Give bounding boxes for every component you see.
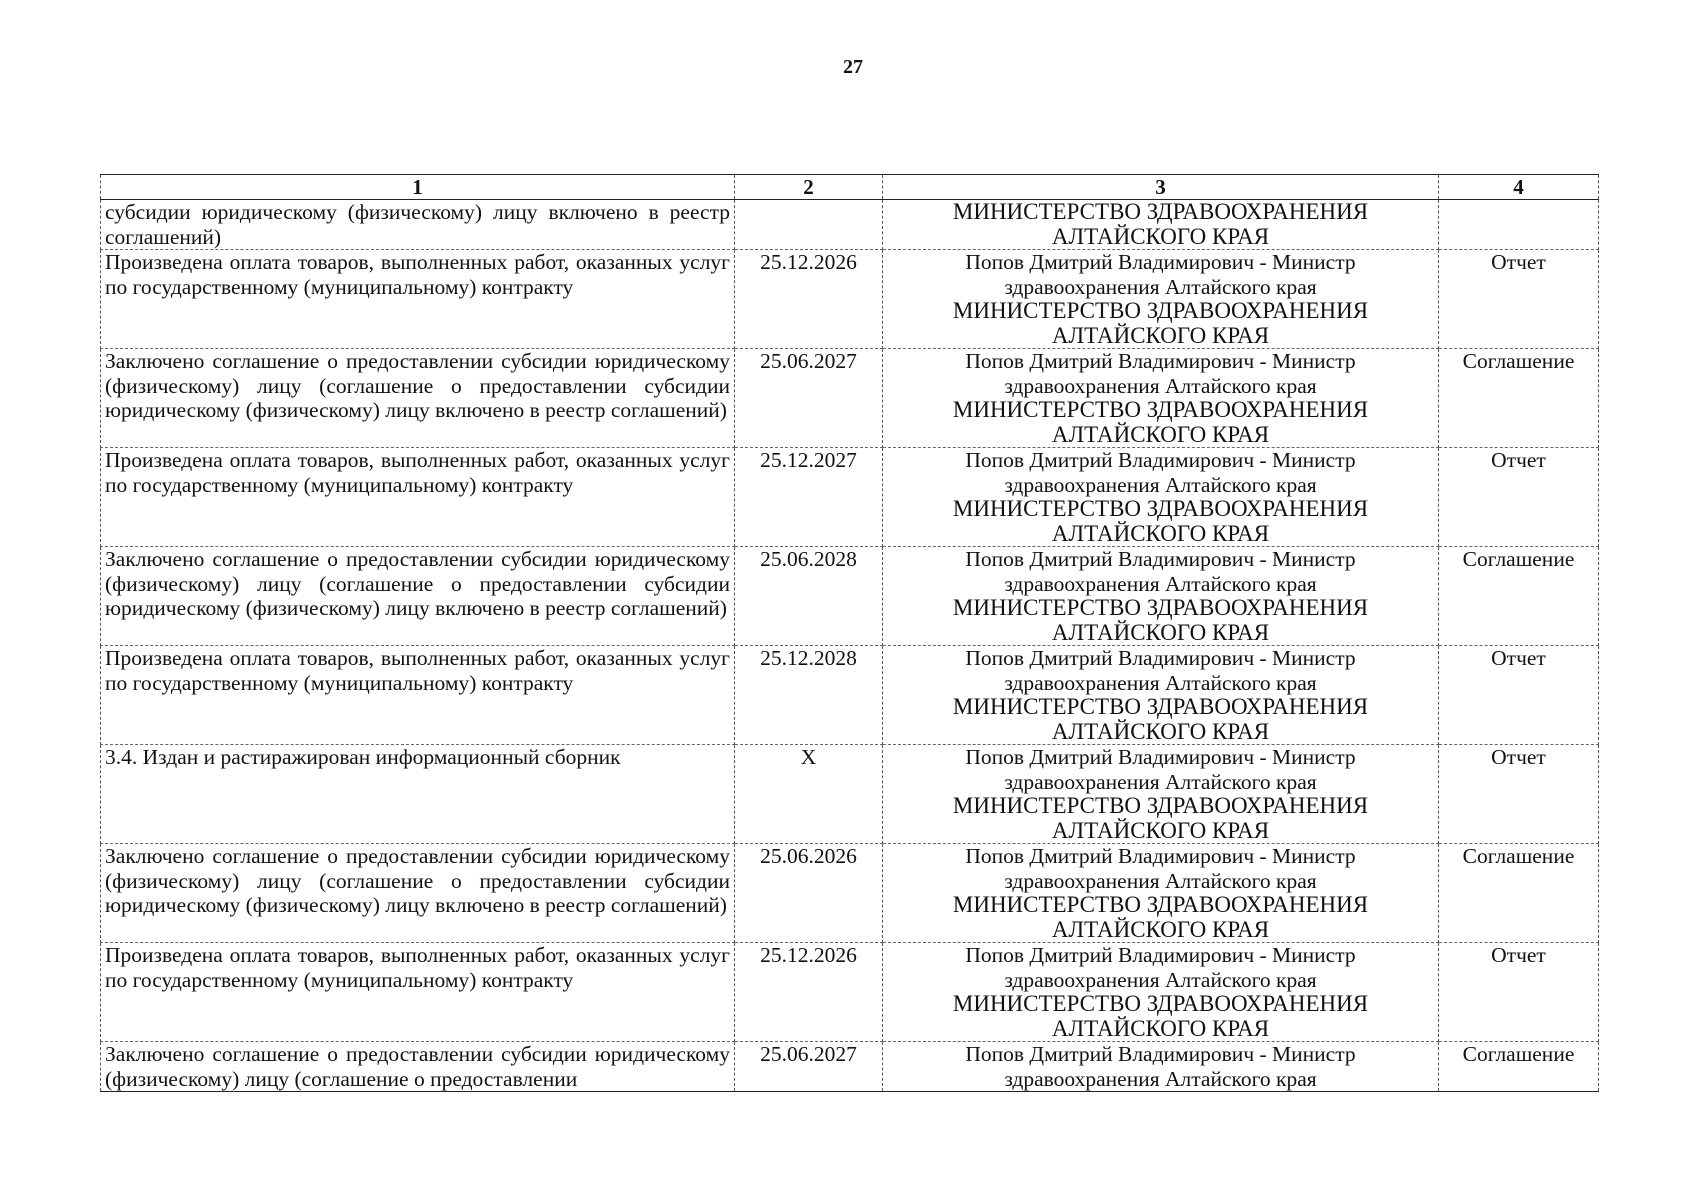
table-row bbox=[101, 646, 1599, 745]
row-description: 3.4. Издан и растиражирован информационный сборник bbox=[101, 745, 735, 844]
table-row bbox=[101, 745, 1599, 844]
row-responsible bbox=[883, 745, 1439, 844]
table-row bbox=[101, 200, 1599, 250]
row-responsible bbox=[883, 200, 1439, 250]
row-date: 25.12.2027 bbox=[735, 448, 883, 547]
responsible-organization: МИНИСТЕРСТВО ЗДРАВООХРАНЕНИЯ АЛТАЙСКОГО КРАЯ bbox=[952, 298, 1369, 348]
row-responsible bbox=[883, 547, 1439, 646]
row-document: Отчет bbox=[1439, 943, 1599, 1042]
row-responsible bbox=[883, 646, 1439, 745]
row-date: 25.12.2026 bbox=[735, 250, 883, 349]
column-header-4: 4 bbox=[1439, 175, 1599, 200]
row-description: субсидии юридическому (физическому) лицу включено в реестр соглашений) bbox=[101, 200, 735, 250]
document-table bbox=[100, 174, 1599, 1092]
responsible-person: Попов Дмитрий Владимирович - Министр здравоохранения Алтайского края bbox=[965, 1042, 1356, 1091]
column-header-2: 2 bbox=[735, 175, 883, 200]
responsible-organization: МИНИСТЕРСТВО ЗДРАВООХРАНЕНИЯ АЛТАЙСКОГО КРАЯ bbox=[952, 892, 1369, 942]
table-row bbox=[101, 943, 1599, 1042]
responsible-person: Попов Дмитрий Владимирович - Министр здравоохранения Алтайского края bbox=[965, 349, 1356, 398]
responsible-person: Попов Дмитрий Владимирович - Министр здравоохранения Алтайского края bbox=[965, 547, 1356, 596]
row-description: Заключено соглашение о предоставлении субсидии юридическому (физическому) лицу (соглашение о предоставлении субсидии юридическому (физическому) лицу включено в реестр соглашений) bbox=[101, 547, 735, 646]
responsible-person: Попов Дмитрий Владимирович - Министр здравоохранения Алтайского края bbox=[965, 646, 1356, 695]
table-row bbox=[101, 448, 1599, 547]
row-document bbox=[1439, 200, 1599, 250]
row-responsible bbox=[883, 844, 1439, 943]
row-responsible bbox=[883, 943, 1439, 1042]
responsible-person: Попов Дмитрий Владимирович - Министр здравоохранения Алтайского края bbox=[965, 745, 1356, 794]
responsible-organization: МИНИСТЕРСТВО ЗДРАВООХРАНЕНИЯ АЛТАЙСКОГО КРАЯ bbox=[952, 199, 1369, 249]
row-date: 25.06.2028 bbox=[735, 547, 883, 646]
responsible-organization: МИНИСТЕРСТВО ЗДРАВООХРАНЕНИЯ АЛТАЙСКОГО КРАЯ bbox=[952, 793, 1369, 843]
column-header-1: 1 bbox=[101, 175, 735, 200]
table-row bbox=[101, 547, 1599, 646]
row-description: Произведена оплата товаров, выполненных работ, оказанных услуг по государственному (муниципальному) контракту bbox=[101, 943, 735, 1042]
row-date: 25.12.2028 bbox=[735, 646, 883, 745]
row-document: Соглашение bbox=[1439, 844, 1599, 943]
responsible-person: Попов Дмитрий Владимирович - Министр здравоохранения Алтайского края bbox=[965, 844, 1356, 893]
row-description: Произведена оплата товаров, выполненных работ, оказанных услуг по государственному (муниципальному) контракту bbox=[101, 448, 735, 547]
responsible-organization: МИНИСТЕРСТВО ЗДРАВООХРАНЕНИЯ АЛТАЙСКОГО КРАЯ bbox=[952, 397, 1369, 447]
row-responsible bbox=[883, 349, 1439, 448]
table-header-row bbox=[101, 175, 1599, 200]
row-date: 25.06.2027 bbox=[735, 1042, 883, 1092]
row-date: 25.12.2026 bbox=[735, 943, 883, 1042]
row-document: Отчет bbox=[1439, 448, 1599, 547]
responsible-person: Попов Дмитрий Владимирович - Министр здравоохранения Алтайского края bbox=[965, 448, 1356, 497]
table-row bbox=[101, 250, 1599, 349]
row-date: 25.06.2027 bbox=[735, 349, 883, 448]
row-description: Произведена оплата товаров, выполненных работ, оказанных услуг по государственному (муниципальному) контракту bbox=[101, 250, 735, 349]
row-document: Соглашение bbox=[1439, 349, 1599, 448]
page-number: 27 bbox=[843, 56, 863, 78]
responsible-organization: МИНИСТЕРСТВО ЗДРАВООХРАНЕНИЯ АЛТАЙСКОГО КРАЯ bbox=[952, 991, 1369, 1041]
responsible-organization: МИНИСТЕРСТВО ЗДРАВООХРАНЕНИЯ АЛТАЙСКОГО КРАЯ bbox=[952, 595, 1369, 645]
row-description: Произведена оплата товаров, выполненных работ, оказанных услуг по государственному (муниципальному) контракту bbox=[101, 646, 735, 745]
row-description: Заключено соглашение о предоставлении субсидии юридическому (физическому) лицу (соглашение о предоставлении bbox=[101, 1042, 735, 1092]
row-date bbox=[735, 200, 883, 250]
row-responsible bbox=[883, 250, 1439, 349]
row-description: Заключено соглашение о предоставлении субсидии юридическому (физическому) лицу (соглашение о предоставлении субсидии юридическому (физическому) лицу включено в реестр соглашений) bbox=[101, 844, 735, 943]
row-responsible bbox=[883, 1042, 1439, 1092]
row-date: 25.06.2026 bbox=[735, 844, 883, 943]
row-document: Соглашение bbox=[1439, 1042, 1599, 1092]
row-document: Отчет bbox=[1439, 646, 1599, 745]
row-document: Отчет bbox=[1439, 250, 1599, 349]
responsible-person: Попов Дмитрий Владимирович - Министр здравоохранения Алтайского края bbox=[965, 250, 1356, 299]
table-row bbox=[101, 1042, 1599, 1092]
responsible-organization: МИНИСТЕРСТВО ЗДРАВООХРАНЕНИЯ АЛТАЙСКОГО КРАЯ bbox=[952, 694, 1369, 744]
column-header-3: 3 bbox=[883, 175, 1439, 200]
row-document: Соглашение bbox=[1439, 547, 1599, 646]
row-description: Заключено соглашение о предоставлении субсидии юридическому (физическому) лицу (соглашение о предоставлении субсидии юридическому (физическому) лицу включено в реестр соглашений) bbox=[101, 349, 735, 448]
responsible-organization: МИНИСТЕРСТВО ЗДРАВООХРАНЕНИЯ АЛТАЙСКОГО КРАЯ bbox=[952, 496, 1369, 546]
table-row bbox=[101, 844, 1599, 943]
row-document: Отчет bbox=[1439, 745, 1599, 844]
responsible-person: Попов Дмитрий Владимирович - Министр здравоохранения Алтайского края bbox=[965, 943, 1356, 992]
table-row bbox=[101, 349, 1599, 448]
row-responsible bbox=[883, 448, 1439, 547]
row-date: X bbox=[735, 745, 883, 844]
